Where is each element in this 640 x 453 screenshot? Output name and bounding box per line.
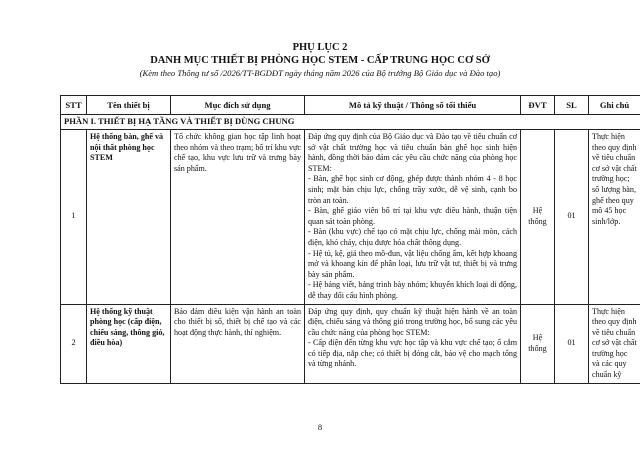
section-row — [61, 115, 640, 130]
col-header-qty: SL — [555, 96, 589, 115]
row-qty: 01 — [555, 304, 589, 383]
row-stt: 2 — [61, 304, 87, 383]
row-description — [305, 304, 521, 383]
row-description — [305, 130, 521, 305]
description-line: - Hệ bảng viết, bảng trình bày nhóm; khuyến khích loại di động, dễ thay đổi cấu hình phòng. — [308, 280, 517, 300]
row-unit: Hệ thống — [521, 130, 555, 305]
document-title: DANH MỤC THIẾT BỊ PHÒNG HỌC STEM - CẤP TRUNG HỌC CƠ SỞ — [150, 55, 490, 66]
row-name: Hệ thống kỹ thuật phòng học (cấp điện, chiếu sáng, thông gió, điều hòa) — [87, 304, 171, 383]
row-purpose: Tổ chức không gian học tập linh hoạt theo nhóm và theo trạm; bố trí khu vực chế tạo, khu vực lưu trữ và trưng bày sản phẩm. — [171, 130, 305, 305]
row-purpose: Bảo đảm điều kiện vận hành an toàn cho thiết bị số, thiết bị chế tạo và các hoạt động thực hành, thí nghiệm. — [171, 304, 305, 383]
row-qty: 01 — [555, 130, 589, 305]
col-header-description: Mô tả kỹ thuật / Thông số tối thiểu — [305, 96, 521, 115]
description-line: - Hệ tủ, kệ, giá theo mô-đun, vật liệu chống ẩm, kết hợp khoang mở và khoang kín để phân loại, lưu trữ vật tư, thiết bị và trưng bày sản phẩm. — [308, 248, 517, 279]
table-header-row — [61, 96, 640, 115]
description-line: - Bàn (khu vực) chế tạo có mặt chịu lực, chống mài mòn, cách điện, khó cháy, chịu được hóa chất thông dụng. — [308, 227, 517, 247]
table-row — [61, 130, 640, 305]
row-name: Hệ thống bàn, ghế và nội thất phòng học STEM — [87, 130, 171, 305]
col-header-purpose: Mục đích sử dụng — [171, 96, 305, 115]
description-line: Đáp ứng quy định, quy chuẩn kỹ thuật hiện hành về an toàn điện, chiếu sáng và thông gió trong trường học, bổ sung các yêu cầu chức năng của phòng học STEM: — [308, 306, 517, 337]
section-title: PHẦN I. THIẾT BỊ HẠ TẦNG VÀ THIẾT BỊ DÙNG CHUNG — [61, 115, 640, 130]
row-note: Thực hiện theo quy định về tiêu chuẩn cơ sở vật chất trường học; số lượng bàn, ghế theo quy mô 45 học sinh/lớp. — [589, 130, 640, 305]
col-header-unit: ĐVT — [521, 96, 555, 115]
row-note: Thực hiện theo quy định về tiêu chuẩn cơ sở vật chất trường học và các quy chuẩn kỹ — [589, 304, 640, 383]
description-line: - Bàn, ghế học sinh cơ động, ghép được thành nhóm 4 - 8 học sinh; mặt bàn chịu lực, chống trầy xước, dễ vệ sinh, cạnh bo tròn an toàn. — [308, 174, 517, 205]
table-row — [61, 304, 640, 383]
row-stt: 1 — [61, 130, 87, 305]
description-line: Đáp ứng quy định của Bộ Giáo dục và Đào tạo về tiêu chuẩn cơ sở vật chất trường học và tiêu chuẩn bàn ghế học sinh hiện hành, đồng thời bảo đảm các yêu cầu chức năng của phòng học STEM: — [308, 132, 517, 173]
page-number: 8 — [317, 422, 323, 432]
description-line: - Cấp điện đến từng khu vực học tập và khu vực chế tạo; ổ cắm có tiếp địa, nắp che; có thiết bị đóng cắt, bảo vệ cho mạch tổng và từng nhánh. — [308, 338, 517, 369]
row-unit: Hệ thống — [521, 304, 555, 383]
document-subtitle: (Kèm theo Thông tư số /2026/TT-BGDĐT ngày tháng năm 2026 của Bộ trưởng Bộ Giáo dục và Đào tạo) — [139, 68, 501, 78]
col-header-name: Tên thiết bị — [87, 96, 171, 115]
col-header-note: Ghi chú — [589, 96, 640, 115]
description-line: - Bàn, ghế giáo viên bố trí tại khu vực điều hành, thuận tiện quan sát toàn phòng. — [308, 206, 517, 226]
col-header-stt: STT — [61, 96, 87, 115]
equipment-table — [60, 95, 640, 384]
appendix-label: PHỤ LỤC 2 — [292, 42, 348, 53]
